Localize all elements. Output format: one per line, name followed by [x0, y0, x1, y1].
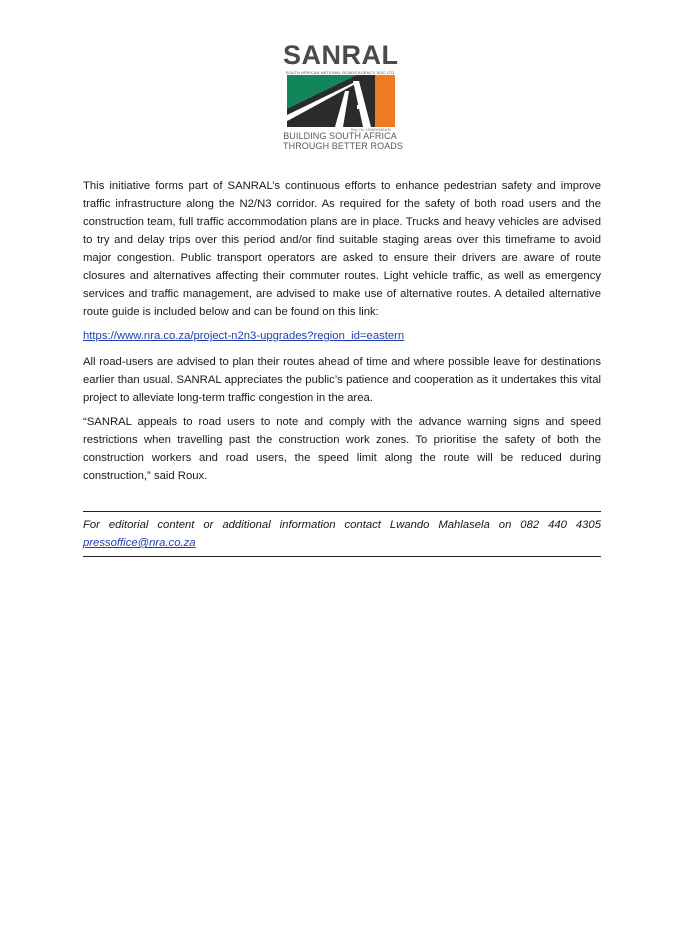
logo-subtitle: SOUTH AFRICAN NATIONAL ROADS AGENCY SOC LTD — [285, 70, 395, 75]
logo-tagline-line1: BUILDING SOUTH AFRICA — [283, 131, 397, 141]
paragraph-initiative: This initiative forms part of SANRAL’s continuous efforts to enhance pedestrian safety and improve traffic infrastructure along the N2/N3 corridor. As required for the safety of both road users and the construction team, full traffic accommodation plans are in place. Trucks and heavy vehicles are advised to try and delay trips over this period and/or find suitable staging areas over this timeframe to avoid major congestion. Public transport operators are asked to ensure their drivers are aware of route closures and alternatives affecting their commuter routes. Light vehicle traffic, as well as emergency services and traffic management, are advised to make use of alternative routes. A detailed alternative route guide is included below and can be found on this link: — [83, 180, 601, 318]
route-guide-link-line — [83, 327, 601, 345]
route-guide-link[interactable]: https://www.nra.co.za/project-n2n3-upgrades?region_id=eastern — [83, 330, 405, 342]
road-logo-icon — [287, 75, 395, 127]
contact-email-line — [83, 534, 601, 552]
logo-tagline-line2: THROUGH BETTER ROADS — [283, 141, 404, 151]
logo-wordmark: SANRAL — [283, 40, 399, 70]
document-body — [83, 177, 601, 491]
sanral-logo — [283, 40, 404, 151]
logo-tagline — [283, 131, 404, 151]
paragraph-plan-routes: All road-users are advised to plan their routes ahead of time and where possible leave for destinations earlier than usual. SANRAL appreciates the public’s patience and cooperation as it undertakes this vital project to alleviate long-term traffic congestion in the area. — [83, 356, 601, 404]
press-office-email-link[interactable]: pressoffice@nra.co.za — [83, 537, 196, 549]
paragraph-quote: “SANRAL appeals to road users to note and comply with the advance warning signs and speed restrictions when travelling past the construction work zones. To prioritise the safety of both the construction workers and road users, the speed limit along the route will be reduced during construction,” said Roux. — [83, 416, 601, 482]
contact-text: For editorial content or additional information contact Lwando Mahlasela on 082 440 4305 — [83, 519, 601, 531]
logo-registration: Reg. No. 1998/009584/30 — [351, 128, 392, 132]
editorial-contact-box — [83, 511, 601, 557]
